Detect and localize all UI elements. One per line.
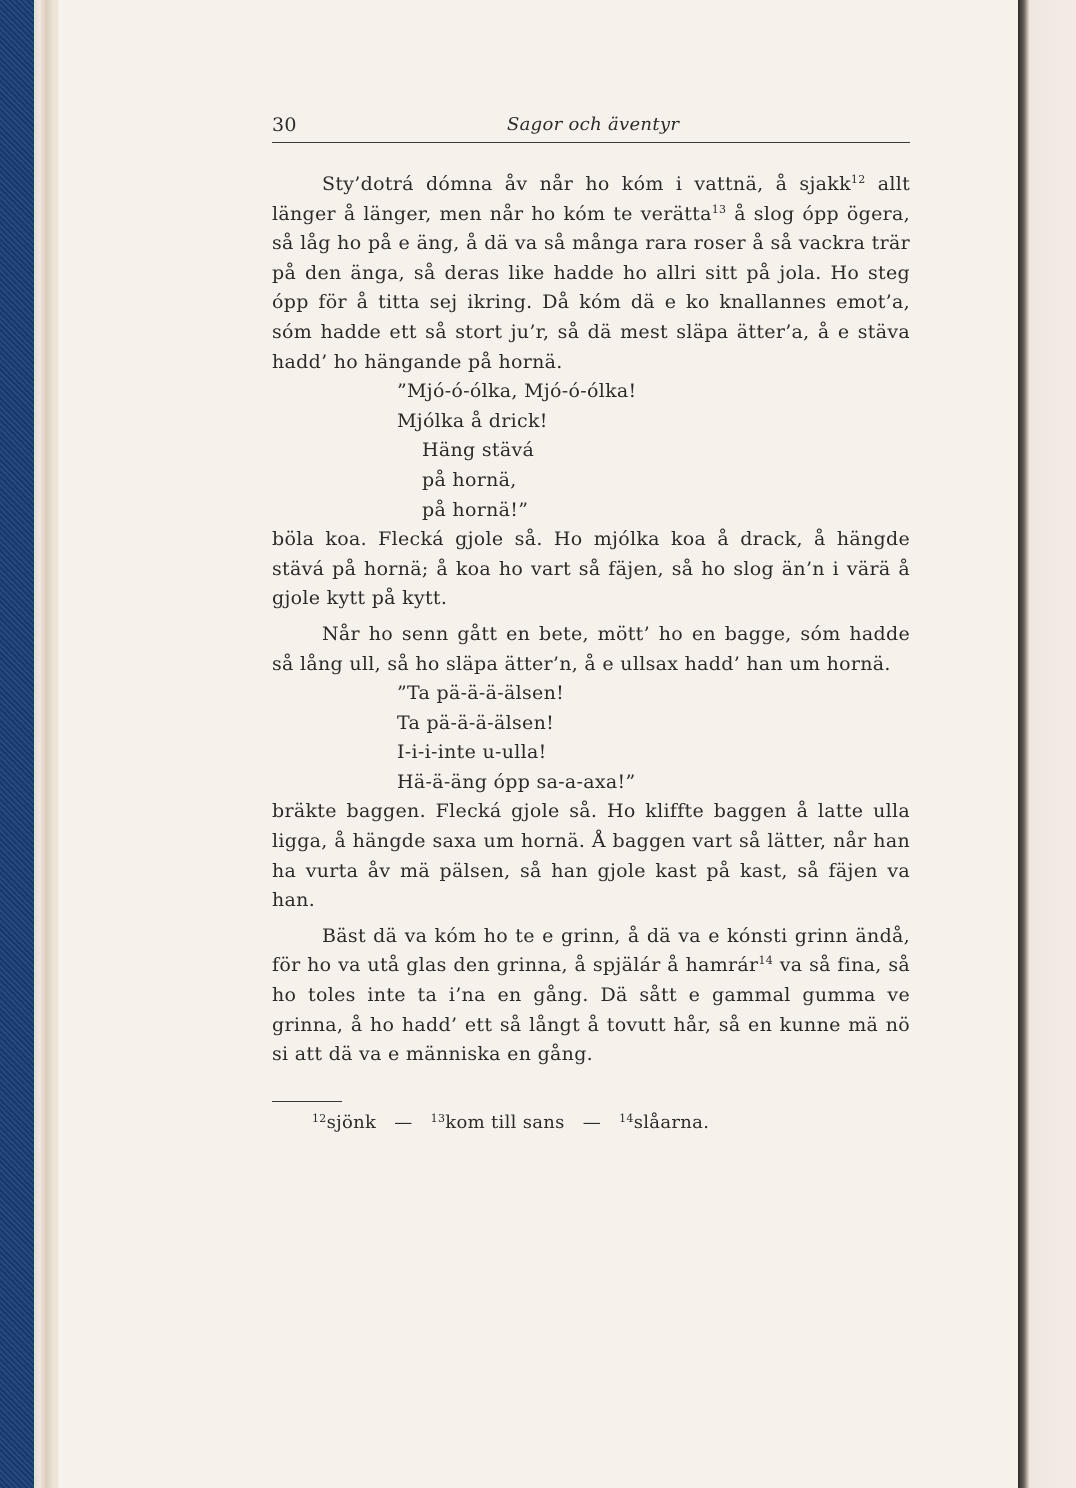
footnote-13: $^{13}$kom till sans bbox=[430, 1112, 565, 1133]
verse-line: I-i-i-inte u-ulla! bbox=[397, 741, 547, 764]
verse-line: Mjólka å drick! bbox=[397, 409, 548, 432]
paragraph-5: Bäst dä va kóm ho te e grinn, å dä va e kónsti grinn ändå, för ho va utå glas den grinna, å spjälár å hamrár$^{14}$ va så fina, så ho toles inte ta i’na en gång. Dä sått e gammal gumma ve grinna, å ho hadd’ ett så långt å tovutt hår, så en kunne mä nö si att dä va e människa en gång. bbox=[272, 924, 911, 1066]
paragraph-4: bräkte baggen. Flecká gjole så. Ho kliffte baggen å latte ulla ligga, å hängde saxa um hornä. Å baggen vart så lätter, når han ha vurta åv mä pälsen, så han gjole kast på kast, så fäjen va han. bbox=[272, 800, 910, 912]
verse-line: Ta pä-ä-ä-älsen! bbox=[397, 711, 555, 734]
verse-line: Hä-ä-äng ópp sa-a-axa!” bbox=[397, 770, 636, 793]
running-head: Sagor och äventyr bbox=[507, 114, 680, 135]
footnotes bbox=[312, 1112, 709, 1133]
paragraph-3: Når ho senn gått en bete, mött’ ho en bagge, sóm hadde så lång ull, så ho släpa ätter’n, å e ullsax hadd’ han um hornä. bbox=[272, 622, 910, 675]
verse-line: på hornä!” bbox=[422, 498, 529, 521]
page-header bbox=[272, 112, 910, 143]
verse-line: ”Ta pä-ä-ä-älsen! bbox=[397, 682, 565, 705]
gutter-shadow bbox=[1018, 0, 1076, 1488]
footnote-14: $^{14}$slåarna. bbox=[619, 1112, 710, 1133]
page-number: 30 bbox=[272, 114, 297, 136]
footnote-rule bbox=[272, 1101, 342, 1102]
verse-line: på hornä, bbox=[422, 468, 517, 491]
paragraph-2: böla koa. Flecká gjole så. Ho mjólka koa å drack, å hängde stävá på hornä; å koa ho vart så fäjen, så ho slog än’n i värä å gjole kytt på kytt. bbox=[272, 528, 910, 610]
verse-line: Häng stävá bbox=[422, 439, 535, 462]
footnote-ref-14: 14 bbox=[758, 954, 774, 968]
page-body bbox=[272, 170, 910, 1070]
footnote-ref-13: 13 bbox=[711, 202, 727, 216]
footnote-separator: — bbox=[394, 1112, 413, 1133]
verse-cow bbox=[272, 377, 910, 525]
footnote-12: $^{12}$sjönk bbox=[312, 1112, 377, 1133]
verse-line: ”Mjó-ó-ólka, Mjó-ó-ólka! bbox=[397, 380, 637, 403]
paragraph-1: Sty’dotrá dómna åv når ho kóm i vattnä, å sjakk$^{12}$ allt länger å länger, men når ho kóm te verätta$^{13}$ å slog ópp ögera, så låg ho på e äng, å dä va så många rara roser å så vackra trär på den änga, så deras like hadde ho allri sitt på jola. Ho steg ópp för å titta sej ikring. Då kóm dä e ko knallannes emot’a, sóm hadde ett så stort ju’r, så dä mest släpa ätter’a, å e stäva hadd’ ho hängande på hornä. bbox=[272, 173, 911, 373]
footnote-separator: — bbox=[582, 1112, 602, 1133]
footnote-ref-12: 12 bbox=[850, 173, 866, 186]
verse-ram bbox=[272, 679, 910, 797]
